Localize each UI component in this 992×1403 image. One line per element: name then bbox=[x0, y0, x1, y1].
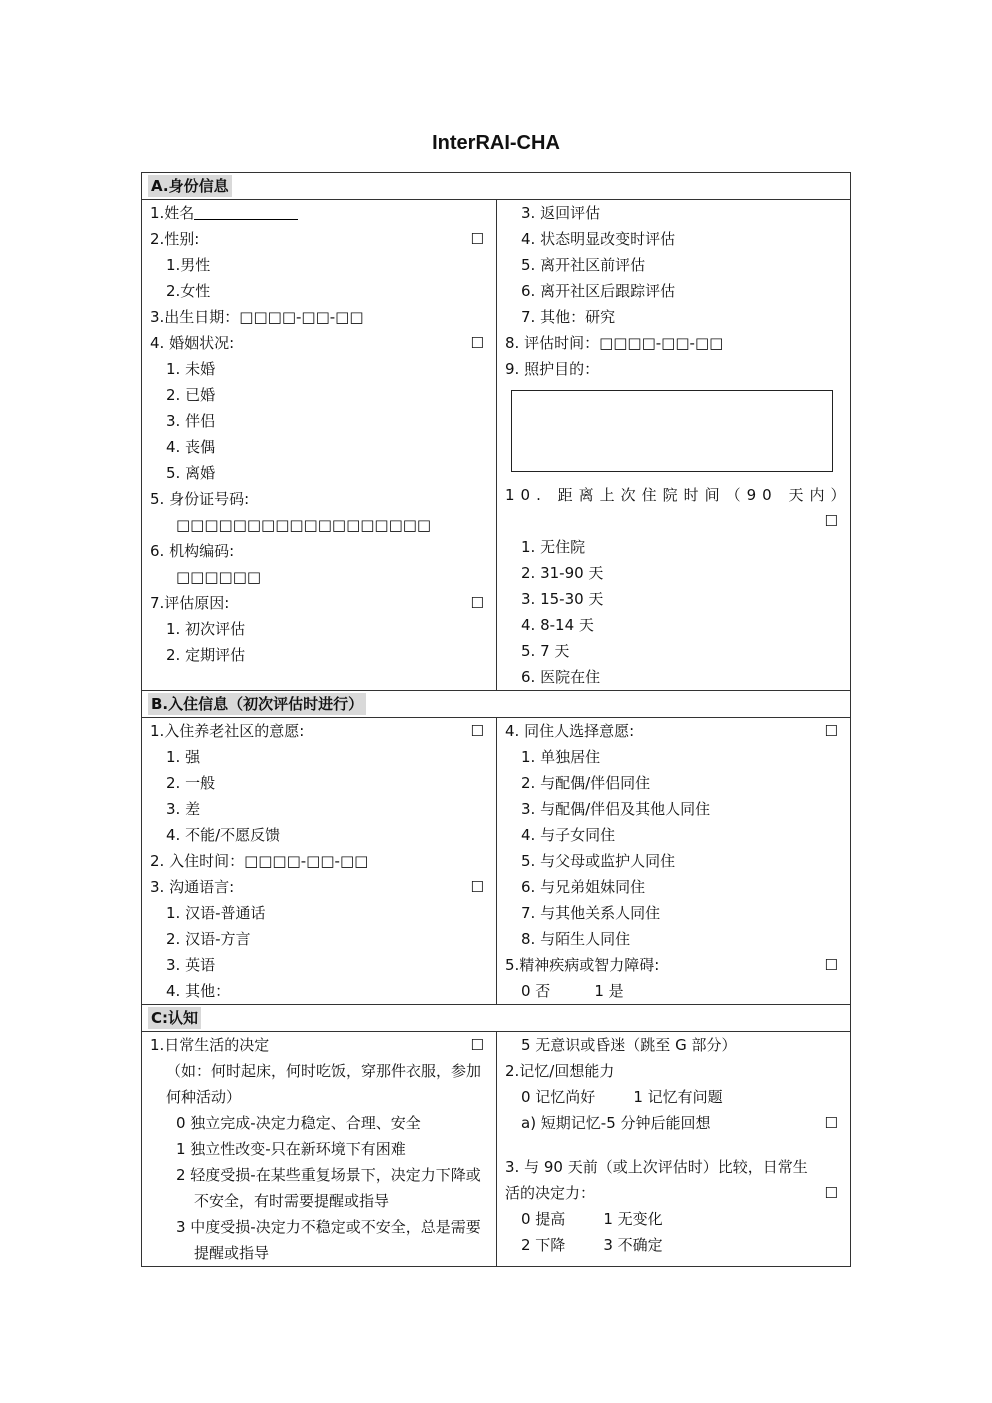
decision-option: 1 独立性改变-只在新环境下有困难 bbox=[176, 1140, 406, 1158]
daily-decision-checkbox[interactable]: ☐ bbox=[470, 1036, 484, 1054]
marital-option: 3. 伴侣 bbox=[166, 412, 216, 430]
willingness-option: 2. 一般 bbox=[166, 774, 216, 792]
short-term-memory-checkbox[interactable]: ☐ bbox=[824, 1114, 838, 1132]
assessment-reason-question: 7.评估原因: ☐ bbox=[150, 590, 488, 616]
assessment-reason-option: 7. 其他：研究 bbox=[521, 308, 616, 326]
memory-options bbox=[505, 1084, 842, 1110]
decision-change-options-row1: 0 提高 1 无变化 bbox=[521, 1210, 663, 1228]
language-question: 3. 沟通语言: ☐ bbox=[150, 874, 488, 900]
decision-option: 2 轻度受损-在某些重复场景下，决定力下降或不安全，有时需要提醒或指导 bbox=[176, 1166, 481, 1210]
assessment-reason-checkbox[interactable]: ☐ bbox=[470, 594, 484, 612]
cohabitant-option: 4. 与子女同住 bbox=[521, 826, 616, 844]
section-c-title: C:认知 bbox=[148, 1007, 201, 1029]
marital-option: 1. 未婚 bbox=[166, 360, 216, 378]
marital-option: 2. 已婚 bbox=[166, 386, 216, 404]
assessment-reason-option: 3. 返回评估 bbox=[521, 204, 601, 222]
memory-good: 0 记忆尚好 bbox=[521, 1088, 596, 1106]
id-number-boxes[interactable]: □□□□□□□□□□□□□□□□□□ bbox=[176, 516, 432, 534]
memory-question: 2.记忆/回想能力 bbox=[505, 1062, 615, 1080]
hospitalization-checkbox-line bbox=[505, 508, 842, 534]
marital-status-checkbox[interactable]: ☐ bbox=[470, 334, 484, 352]
section-a-body bbox=[142, 200, 850, 691]
cohabitant-option: 5. 与父母或监护人同住 bbox=[521, 852, 676, 870]
mental-illness-question: 5.精神疾病或智力障碍: ☐ bbox=[505, 952, 842, 978]
cohabitant-option: 7. 与其他关系人同住 bbox=[521, 904, 661, 922]
hospitalization-option: 2. 31-90 天 bbox=[521, 564, 604, 582]
decision-change-options-row2: 2 下降 3 不确定 bbox=[521, 1236, 663, 1254]
care-purpose-textbox[interactable] bbox=[511, 390, 833, 472]
section-b-right bbox=[497, 718, 850, 1004]
spacer bbox=[505, 1136, 842, 1154]
assessment-reason-option: 2. 定期评估 bbox=[166, 646, 246, 664]
hospitalization-option: 1. 无住院 bbox=[521, 538, 586, 556]
decision-option: 5 无意识或昏迷（跳至 G 部分） bbox=[521, 1036, 737, 1054]
section-b-left bbox=[142, 718, 497, 1004]
id-number-label: 5. 身份证号码: bbox=[150, 490, 250, 508]
willingness-option: 3. 差 bbox=[166, 800, 201, 818]
daily-decision-note: （如：何时起床，何时吃饭，穿那件衣服，参加何种活动） bbox=[166, 1062, 482, 1106]
assessment-date-field[interactable]: 8. 评估时间：□□□□-□□-□□ bbox=[505, 334, 724, 352]
cohabitant-option: 8. 与陌生人同住 bbox=[521, 930, 631, 948]
admission-date-field[interactable]: 2. 入住时间：□□□□-□□-□□ bbox=[150, 852, 369, 870]
marital-status-question: 4. 婚姻状况: ☐ bbox=[150, 330, 488, 356]
assessment-form bbox=[141, 172, 851, 1267]
mental-illness-options bbox=[505, 978, 842, 1004]
language-option: 1. 汉语-普通话 bbox=[166, 904, 266, 922]
gender-option: 2.女性 bbox=[166, 282, 211, 300]
language-option: 2. 汉语-方言 bbox=[166, 930, 251, 948]
section-c-body bbox=[142, 1032, 850, 1266]
daily-decision-question: 1.日常生活的决定 ☐ bbox=[150, 1032, 488, 1058]
care-purpose-label: 9. 照护目的： bbox=[505, 360, 600, 378]
hospitalization-option: 5. 7 天 bbox=[521, 642, 570, 660]
section-b-body bbox=[142, 718, 850, 1005]
admission-willingness-checkbox[interactable]: ☐ bbox=[470, 722, 484, 740]
birth-date-field[interactable]: 3.出生日期：□□□□-□□-□□ bbox=[150, 308, 364, 326]
hospitalization-option: 6. 医院在住 bbox=[521, 668, 601, 686]
institution-code-label: 6. 机构编码: bbox=[150, 542, 235, 560]
hospitalization-question: 10. 距离上次住院时间（90 天内） bbox=[505, 486, 852, 504]
gender-question: 2.性别: ☐ bbox=[150, 226, 488, 252]
language-option: 3. 英语 bbox=[166, 956, 216, 974]
section-a-title: A.身份信息 bbox=[148, 175, 232, 197]
admission-willingness-question: 1.入住养老社区的意愿: ☐ bbox=[150, 718, 488, 744]
institution-code-boxes[interactable]: □□□□□□ bbox=[176, 568, 262, 586]
assessment-reason-option: 5. 离开社区前评估 bbox=[521, 256, 646, 274]
name-input-line[interactable] bbox=[194, 203, 298, 220]
assessment-reason-option: 4. 状态明显改变时评估 bbox=[521, 230, 676, 248]
section-b-title: B.入住信息（初次评估时进行） bbox=[148, 693, 366, 715]
cohabitant-option: 6. 与兄弟姐妹同住 bbox=[521, 878, 646, 896]
mental-illness-no: 0 否 bbox=[521, 982, 551, 1000]
willingness-option: 1. 强 bbox=[166, 748, 201, 766]
cohabitant-checkbox[interactable]: ☐ bbox=[824, 722, 838, 740]
cohabitant-option: 2. 与配偶/伴侣同住 bbox=[521, 774, 651, 792]
marital-option: 4. 丧偶 bbox=[166, 438, 216, 456]
section-c-right bbox=[497, 1032, 850, 1266]
hospitalization-option: 4. 8-14 天 bbox=[521, 616, 594, 634]
language-option: 4. 其他： bbox=[166, 982, 231, 1000]
decision-change-question: 3. 与 90 天前（或上次评估时）比较，日常生活的决定力： ☐ bbox=[505, 1154, 842, 1206]
section-b-header bbox=[142, 691, 850, 718]
cohabitant-question: 4. 同住人选择意愿: ☐ bbox=[505, 718, 842, 744]
decision-change-checkbox[interactable]: ☐ bbox=[824, 1184, 838, 1202]
marital-option: 5. 离婚 bbox=[166, 464, 216, 482]
assessment-reason-option: 6. 离开社区后跟踪评估 bbox=[521, 282, 676, 300]
hospitalization-option: 3. 15-30 天 bbox=[521, 590, 604, 608]
assessment-reason-option: 1. 初次评估 bbox=[166, 620, 246, 638]
cohabitant-option: 1. 单独居住 bbox=[521, 748, 601, 766]
form-title: InterRAI-CHA bbox=[432, 132, 560, 154]
section-a-right bbox=[497, 200, 850, 690]
gender-checkbox[interactable]: ☐ bbox=[470, 230, 484, 248]
language-checkbox[interactable]: ☐ bbox=[470, 878, 484, 896]
willingness-option: 4. 不能/不愿反馈 bbox=[166, 826, 281, 844]
section-c-header bbox=[142, 1005, 850, 1032]
decision-option: 3 中度受损-决定力不稳定或不安全，总是需要提醒或指导 bbox=[176, 1218, 481, 1262]
gender-option: 1.男性 bbox=[166, 256, 211, 274]
decision-option: 0 独立完成-决定力稳定、合理、安全 bbox=[176, 1114, 421, 1132]
section-a-left bbox=[142, 200, 497, 690]
mental-illness-checkbox[interactable]: ☐ bbox=[824, 956, 838, 974]
name-field: 1.姓名 bbox=[150, 200, 488, 226]
memory-problem: 1 记忆有问题 bbox=[633, 1088, 723, 1106]
short-term-memory-item: a) 短期记忆-5 分钟后能回想 ☐ bbox=[505, 1110, 842, 1136]
cohabitant-option: 3. 与配偶/伴侣及其他人同住 bbox=[521, 800, 711, 818]
mental-illness-yes: 1 是 bbox=[594, 982, 624, 1000]
hospitalization-checkbox[interactable]: ☐ bbox=[824, 512, 838, 530]
section-a-header bbox=[142, 173, 850, 200]
section-c-left bbox=[142, 1032, 497, 1266]
